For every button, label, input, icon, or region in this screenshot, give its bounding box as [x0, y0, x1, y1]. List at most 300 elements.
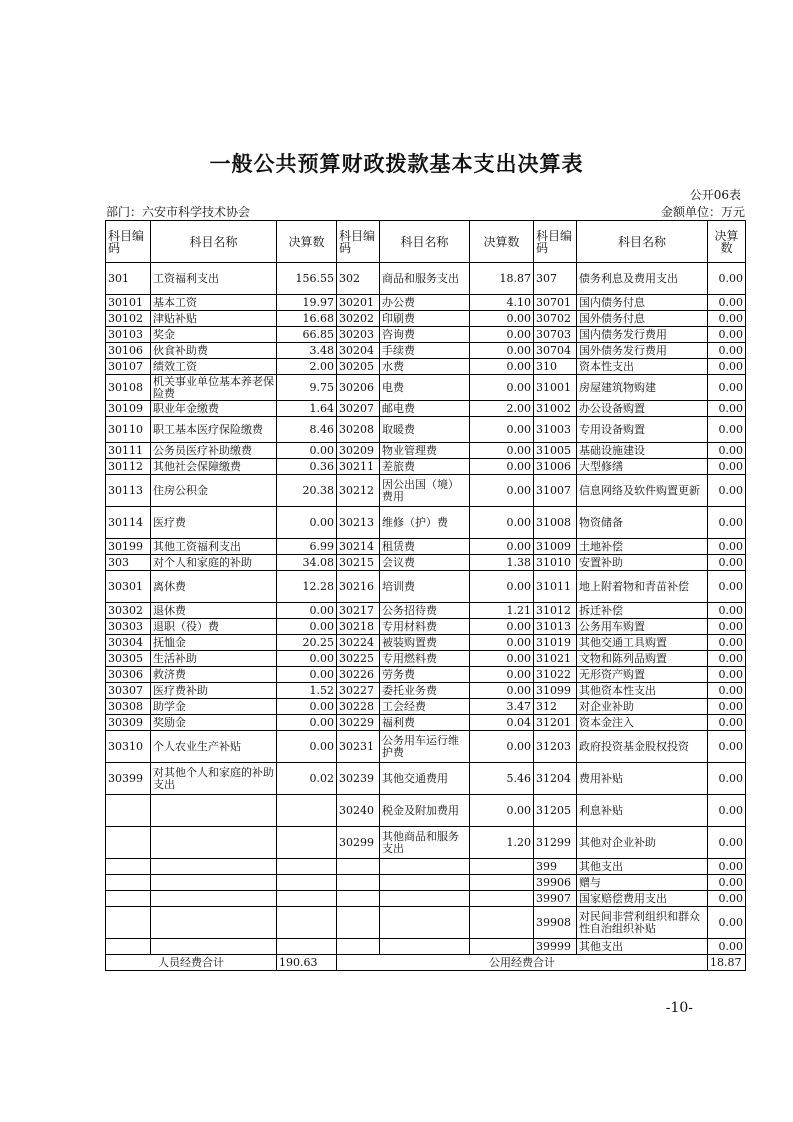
account-name-cell: 其他交通费用 — [380, 763, 470, 795]
account-name-cell: 个人农业生产补贴 — [151, 731, 277, 763]
account-name-cell: 手续费 — [380, 343, 470, 359]
account-code-cell: 31002 — [534, 401, 577, 417]
account-code-cell: 31010 — [534, 555, 577, 571]
account-code-cell: 310 — [534, 359, 577, 375]
account-name-cell: 福利费 — [380, 715, 470, 731]
account-name-cell: 住房公积金 — [151, 475, 277, 507]
account-name-cell: 维修（护）费 — [380, 507, 470, 539]
account-code-cell: 30703 — [534, 327, 577, 343]
amount-cell: 1.21 — [470, 603, 534, 619]
department-label: 部门：六安市科学技术协会 — [106, 205, 251, 219]
account-code-cell: 30702 — [534, 311, 577, 327]
account-code-cell — [337, 859, 380, 875]
account-code-cell: 30227 — [337, 683, 380, 699]
table-row — [106, 539, 746, 555]
header-row — [106, 221, 746, 263]
header-amount: 决算数 — [470, 221, 534, 263]
account-code-cell — [106, 827, 151, 859]
page-number: -10- — [665, 1000, 693, 1016]
account-code-cell: 307 — [534, 263, 577, 295]
header-code: 科目编码 — [106, 221, 151, 263]
account-name-cell: 文物和陈列品购置 — [577, 651, 708, 667]
account-name-cell: 其他支出 — [577, 859, 708, 875]
account-code-cell: 31001 — [534, 375, 577, 401]
account-name-cell: 拆迁补偿 — [577, 603, 708, 619]
account-code-cell — [106, 875, 151, 891]
account-name-cell: 专用燃料费 — [380, 651, 470, 667]
account-code-cell: 399 — [534, 859, 577, 875]
table-row — [106, 891, 746, 907]
table-row — [106, 475, 746, 507]
amount-cell — [470, 907, 534, 939]
table-row — [106, 731, 746, 763]
amount-cell: 0.00 — [708, 731, 746, 763]
header-code: 科目编码 — [534, 221, 577, 263]
account-code-cell: 31007 — [534, 475, 577, 507]
account-code-cell: 31009 — [534, 539, 577, 555]
table-row — [106, 459, 746, 475]
account-code-cell: 30111 — [106, 443, 151, 459]
account-name-cell — [380, 891, 470, 907]
account-code-cell: 30310 — [106, 731, 151, 763]
account-name-cell — [380, 875, 470, 891]
table-row — [106, 263, 746, 295]
amount-cell: 0.00 — [708, 763, 746, 795]
amount-cell: 3.47 — [470, 699, 534, 715]
account-name-cell: 对民间非营利组织和群众性自治组织补贴 — [577, 907, 708, 939]
account-name-cell: 国外债务发行费用 — [577, 343, 708, 359]
account-code-cell — [106, 859, 151, 875]
account-code-cell — [106, 891, 151, 907]
amount-cell — [470, 859, 534, 875]
account-code-cell: 30112 — [106, 459, 151, 475]
amount-cell: 2.00 — [277, 359, 337, 375]
account-code-cell: 39906 — [534, 875, 577, 891]
personnel-total-label: 人员经费合计 — [106, 955, 277, 971]
account-code-cell: 30229 — [337, 715, 380, 731]
account-name-cell: 公务招待费 — [380, 603, 470, 619]
account-code-cell: 30216 — [337, 571, 380, 603]
account-name-cell — [380, 939, 470, 955]
amount-cell: 4.10 — [470, 295, 534, 311]
account-name-cell: 无形资产购置 — [577, 667, 708, 683]
amount-cell: 0.00 — [708, 683, 746, 699]
account-name-cell: 因公出国（境）费用 — [380, 475, 470, 507]
account-code-cell: 30218 — [337, 619, 380, 635]
public-total-label: 公用经费合计 — [337, 955, 708, 971]
table-row — [106, 401, 746, 417]
amount-cell: 0.00 — [277, 715, 337, 731]
amount-cell: 0.00 — [708, 907, 746, 939]
header-amount: 决算数 — [277, 221, 337, 263]
account-name-cell: 被装购置费 — [380, 635, 470, 651]
account-name-cell: 邮电费 — [380, 401, 470, 417]
table-row — [106, 827, 746, 859]
account-code-cell: 30225 — [337, 651, 380, 667]
account-name-cell: 离休费 — [151, 571, 277, 603]
amount-cell: 0.00 — [470, 683, 534, 699]
amount-cell: 0.00 — [708, 699, 746, 715]
account-code-cell: 30701 — [534, 295, 577, 311]
account-name-cell: 电费 — [380, 375, 470, 401]
account-code-cell: 30308 — [106, 699, 151, 715]
amount-cell: 1.20 — [470, 827, 534, 859]
account-name-cell: 其他对企业补助 — [577, 827, 708, 859]
table-row — [106, 715, 746, 731]
account-name-cell: 职业年金缴费 — [151, 401, 277, 417]
amount-cell: 20.25 — [277, 635, 337, 651]
account-name-cell: 其他交通工具购置 — [577, 635, 708, 651]
account-name-cell: 印刷费 — [380, 311, 470, 327]
amount-cell: 0.00 — [470, 359, 534, 375]
account-name-cell: 国外债务付息 — [577, 311, 708, 327]
amount-cell: 0.00 — [708, 263, 746, 295]
table-row — [106, 443, 746, 459]
account-name-cell: 办公设备购置 — [577, 401, 708, 417]
account-name-cell: 公务用车运行维护费 — [380, 731, 470, 763]
amount-cell: 0.00 — [277, 731, 337, 763]
account-name-cell: 其他商品和服务支出 — [380, 827, 470, 859]
account-code-cell — [337, 891, 380, 907]
account-name-cell: 津贴补贴 — [151, 311, 277, 327]
account-name-cell: 绩效工资 — [151, 359, 277, 375]
account-code-cell: 30206 — [337, 375, 380, 401]
amount-cell — [277, 907, 337, 939]
account-code-cell: 31005 — [534, 443, 577, 459]
amount-cell: 0.00 — [708, 327, 746, 343]
account-name-cell: 安置补助 — [577, 555, 708, 571]
amount-cell — [277, 939, 337, 955]
table-number: 公开06表 — [689, 188, 741, 202]
account-name-cell — [151, 891, 277, 907]
account-code-cell: 302 — [337, 263, 380, 295]
amount-cell: 0.02 — [277, 763, 337, 795]
table-row — [106, 311, 746, 327]
amount-cell: 0.00 — [470, 475, 534, 507]
amount-cell: 0.00 — [470, 375, 534, 401]
account-code-cell: 30205 — [337, 359, 380, 375]
account-code-cell: 30103 — [106, 327, 151, 343]
account-name-cell: 公务用车购置 — [577, 619, 708, 635]
account-code-cell — [106, 939, 151, 955]
amount-cell: 0.00 — [708, 635, 746, 651]
account-name-cell: 劳务费 — [380, 667, 470, 683]
account-code-cell: 31021 — [534, 651, 577, 667]
account-name-cell: 政府投资基金股权投资 — [577, 731, 708, 763]
account-code-cell: 30231 — [337, 731, 380, 763]
amount-cell: 1.52 — [277, 683, 337, 699]
account-name-cell — [151, 875, 277, 891]
account-code-cell: 303 — [106, 555, 151, 571]
account-name-cell: 其他资本性支出 — [577, 683, 708, 699]
account-name-cell: 国内债务付息 — [577, 295, 708, 311]
account-code-cell: 301 — [106, 263, 151, 295]
account-code-cell: 30199 — [106, 539, 151, 555]
account-name-cell: 物业管理费 — [380, 443, 470, 459]
amount-cell — [470, 939, 534, 955]
account-code-cell: 30108 — [106, 375, 151, 401]
account-name-cell: 商品和服务支出 — [380, 263, 470, 295]
account-name-cell: 费用补贴 — [577, 763, 708, 795]
amount-cell: 0.00 — [708, 555, 746, 571]
amount-cell: 6.99 — [277, 539, 337, 555]
budget-table — [105, 220, 746, 971]
account-code-cell: 30214 — [337, 539, 380, 555]
amount-cell: 0.00 — [708, 715, 746, 731]
account-name-cell: 伙食补助费 — [151, 343, 277, 359]
table-row — [106, 859, 746, 875]
account-code-cell: 31022 — [534, 667, 577, 683]
table-row — [106, 571, 746, 603]
account-name-cell: 土地补偿 — [577, 539, 708, 555]
account-code-cell — [337, 875, 380, 891]
account-name-cell: 税金及附加费用 — [380, 795, 470, 827]
amount-cell: 0.00 — [470, 343, 534, 359]
amount-cell: 0.00 — [708, 475, 746, 507]
account-name-cell: 房屋建筑物购建 — [577, 375, 708, 401]
totals-row — [106, 955, 746, 971]
amount-cell: 0.00 — [708, 375, 746, 401]
table-row — [106, 359, 746, 375]
account-name-cell: 对其他个人和家庭的补助支出 — [151, 763, 277, 795]
account-name-cell: 助学金 — [151, 699, 277, 715]
account-name-cell: 水费 — [380, 359, 470, 375]
account-name-cell: 基本工资 — [151, 295, 277, 311]
public-total-value: 18.87 — [708, 955, 746, 971]
header-name: 科目名称 — [151, 221, 277, 263]
table-row — [106, 635, 746, 651]
amount-cell: 12.28 — [277, 571, 337, 603]
amount-cell: 2.00 — [470, 401, 534, 417]
account-code-cell: 30211 — [337, 459, 380, 475]
table-row — [106, 683, 746, 699]
table-row — [106, 603, 746, 619]
amount-cell: 156.55 — [277, 263, 337, 295]
account-name-cell: 国内债务发行费用 — [577, 327, 708, 343]
amount-cell: 0.00 — [708, 359, 746, 375]
amount-cell: 0.00 — [708, 827, 746, 859]
account-code-cell: 30239 — [337, 763, 380, 795]
amount-cell: 5.46 — [470, 763, 534, 795]
amount-cell: 0.00 — [470, 417, 534, 443]
amount-cell: 0.00 — [708, 459, 746, 475]
amount-cell: 19.97 — [277, 295, 337, 311]
amount-cell: 0.00 — [708, 443, 746, 459]
account-name-cell: 资本金注入 — [577, 715, 708, 731]
account-code-cell — [337, 939, 380, 955]
account-name-cell: 培训费 — [380, 571, 470, 603]
account-name-cell: 其他支出 — [577, 939, 708, 955]
account-code-cell: 31201 — [534, 715, 577, 731]
account-code-cell: 30208 — [337, 417, 380, 443]
account-code-cell: 30203 — [337, 327, 380, 343]
account-name-cell: 退休费 — [151, 603, 277, 619]
amount-cell: 0.00 — [708, 939, 746, 955]
account-name-cell: 专用材料费 — [380, 619, 470, 635]
account-name-cell: 奖励金 — [151, 715, 277, 731]
account-code-cell: 31008 — [534, 507, 577, 539]
amount-cell: 0.00 — [470, 619, 534, 635]
amount-cell: 0.00 — [708, 295, 746, 311]
account-code-cell: 30207 — [337, 401, 380, 417]
unit-label: 金额单位：万元 — [660, 205, 745, 219]
account-code-cell: 30213 — [337, 507, 380, 539]
table-row — [106, 667, 746, 683]
account-name-cell: 物资储备 — [577, 507, 708, 539]
account-name-cell: 生活补助 — [151, 651, 277, 667]
amount-cell: 0.00 — [470, 667, 534, 683]
table-row — [106, 939, 746, 955]
header-name: 科目名称 — [380, 221, 470, 263]
account-code-cell: 31299 — [534, 827, 577, 859]
account-code-cell: 30301 — [106, 571, 151, 603]
account-name-cell — [380, 907, 470, 939]
account-code-cell: 30303 — [106, 619, 151, 635]
amount-cell: 0.00 — [708, 507, 746, 539]
account-code-cell: 30224 — [337, 635, 380, 651]
account-name-cell: 退职（役）费 — [151, 619, 277, 635]
amount-cell: 0.00 — [708, 667, 746, 683]
amount-cell: 0.00 — [708, 571, 746, 603]
header-code: 科目编码 — [337, 221, 380, 263]
amount-cell: 0.00 — [708, 795, 746, 827]
amount-cell: 0.00 — [708, 401, 746, 417]
account-code-cell: 30106 — [106, 343, 151, 359]
amount-cell: 0.00 — [708, 651, 746, 667]
account-name-cell: 医疗费补助 — [151, 683, 277, 699]
account-name-cell: 机关事业单位基本养老保险费 — [151, 375, 277, 401]
account-name-cell: 救济费 — [151, 667, 277, 683]
account-code-cell: 30107 — [106, 359, 151, 375]
account-code-cell: 30299 — [337, 827, 380, 859]
account-code-cell: 30101 — [106, 295, 151, 311]
account-name-cell: 债务利息及费用支出 — [577, 263, 708, 295]
account-code-cell: 30307 — [106, 683, 151, 699]
account-name-cell: 公务员医疗补助缴费 — [151, 443, 277, 459]
account-code-cell — [106, 795, 151, 827]
amount-cell: 0.00 — [708, 603, 746, 619]
account-code-cell: 30228 — [337, 699, 380, 715]
account-name-cell: 对企业补助 — [577, 699, 708, 715]
account-code-cell: 31011 — [534, 571, 577, 603]
table-row — [106, 907, 746, 939]
account-name-cell — [151, 939, 277, 955]
amount-cell — [277, 875, 337, 891]
amount-cell: 0.00 — [470, 635, 534, 651]
amount-cell: 0.00 — [470, 443, 534, 459]
account-code-cell: 30304 — [106, 635, 151, 651]
account-code-cell: 39999 — [534, 939, 577, 955]
account-code-cell: 31006 — [534, 459, 577, 475]
amount-cell: 0.00 — [708, 311, 746, 327]
account-name-cell: 专用设备购置 — [577, 417, 708, 443]
amount-cell — [470, 891, 534, 907]
account-code-cell: 31099 — [534, 683, 577, 699]
account-code-cell: 31013 — [534, 619, 577, 635]
amount-cell: 8.46 — [277, 417, 337, 443]
account-code-cell: 30399 — [106, 763, 151, 795]
account-code-cell — [337, 907, 380, 939]
amount-cell: 0.00 — [277, 667, 337, 683]
amount-cell: 0.00 — [277, 603, 337, 619]
account-name-cell: 医疗费 — [151, 507, 277, 539]
account-name-cell: 国家赔偿费用支出 — [577, 891, 708, 907]
account-name-cell: 工资福利支出 — [151, 263, 277, 295]
amount-cell — [470, 875, 534, 891]
amount-cell: 0.00 — [708, 417, 746, 443]
amount-cell: 0.00 — [708, 875, 746, 891]
account-name-cell: 租赁费 — [380, 539, 470, 555]
account-name-cell: 大型修缮 — [577, 459, 708, 475]
table-row — [106, 555, 746, 571]
account-code-cell: 312 — [534, 699, 577, 715]
account-name-cell — [380, 859, 470, 875]
amount-cell: 0.00 — [470, 731, 534, 763]
account-name-cell: 利息补贴 — [577, 795, 708, 827]
account-name-cell: 其他工资福利支出 — [151, 539, 277, 555]
account-name-cell: 会议费 — [380, 555, 470, 571]
account-code-cell: 30215 — [337, 555, 380, 571]
account-name-cell: 职工基本医疗保险缴费 — [151, 417, 277, 443]
amount-cell: 16.68 — [277, 311, 337, 327]
account-code-cell: 30302 — [106, 603, 151, 619]
account-name-cell: 赠与 — [577, 875, 708, 891]
table-row — [106, 795, 746, 827]
account-code-cell: 31203 — [534, 731, 577, 763]
amount-cell: 0.00 — [470, 539, 534, 555]
account-code-cell: 30217 — [337, 603, 380, 619]
account-name-cell — [151, 859, 277, 875]
account-name-cell: 抚恤金 — [151, 635, 277, 651]
amount-cell: 0.00 — [470, 795, 534, 827]
account-code-cell: 30309 — [106, 715, 151, 731]
account-code-cell: 30704 — [534, 343, 577, 359]
amount-cell: 0.00 — [277, 651, 337, 667]
amount-cell: 0.00 — [708, 891, 746, 907]
table-row — [106, 295, 746, 311]
account-code-cell: 30209 — [337, 443, 380, 459]
account-name-cell: 对个人和家庭的补助 — [151, 555, 277, 571]
account-code-cell — [106, 907, 151, 939]
amount-cell — [277, 827, 337, 859]
amount-cell: 0.36 — [277, 459, 337, 475]
amount-cell — [277, 859, 337, 875]
personnel-total-value: 190.63 — [277, 955, 337, 971]
account-code-cell: 31019 — [534, 635, 577, 651]
account-name-cell: 奖金 — [151, 327, 277, 343]
account-code-cell: 31012 — [534, 603, 577, 619]
account-code-cell: 30204 — [337, 343, 380, 359]
account-code-cell: 39907 — [534, 891, 577, 907]
table-row — [106, 507, 746, 539]
account-code-cell: 30102 — [106, 311, 151, 327]
amount-cell: 3.48 — [277, 343, 337, 359]
account-name-cell — [151, 827, 277, 859]
amount-cell: 0.00 — [470, 571, 534, 603]
account-name-cell: 基础设施建设 — [577, 443, 708, 459]
account-code-cell: 30306 — [106, 667, 151, 683]
account-code-cell: 31205 — [534, 795, 577, 827]
account-name-cell: 咨询费 — [380, 327, 470, 343]
table-row — [106, 417, 746, 443]
account-code-cell: 30212 — [337, 475, 380, 507]
account-name-cell: 委托业务费 — [380, 683, 470, 699]
amount-cell — [277, 795, 337, 827]
account-code-cell: 30114 — [106, 507, 151, 539]
account-name-cell: 地上附着物和青苗补偿 — [577, 571, 708, 603]
table-row — [106, 619, 746, 635]
table-row — [106, 763, 746, 795]
